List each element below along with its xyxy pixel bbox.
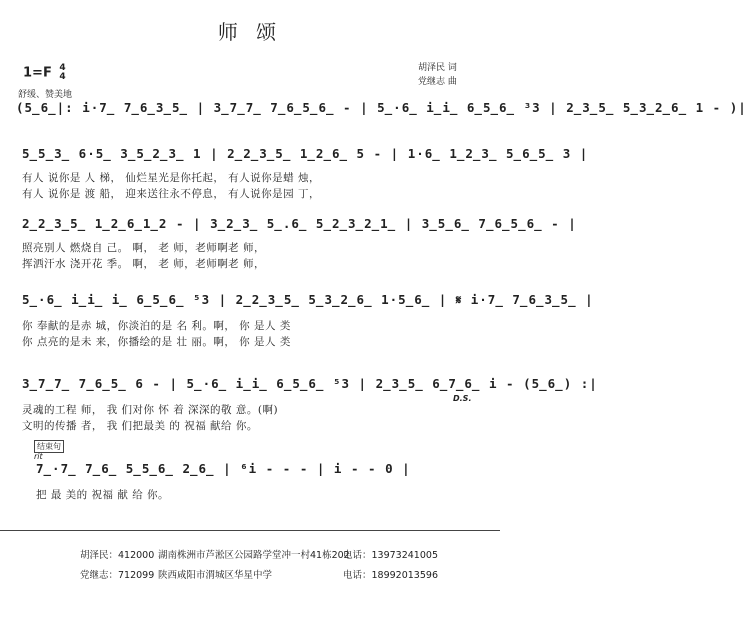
- system-3-notes: 2̲2̲3̲5̲ 1̲2̲6̲1̲2 - | 3̲2̲3̲ 5̲.6̲ 5̲2̲3̲2̲1̲ | 3̲5̲6̲ 7̲6̲5̲6̲ - |: [22, 216, 577, 231]
- time-bottom: 4: [59, 72, 66, 82]
- footer-line2-phone: 电话：18992013596: [343, 570, 438, 581]
- ending-box: 结束句: [34, 440, 64, 453]
- system-2-lyrics-verse2: 有人 说你是 渡 船， 迎来送往永不停息， 有人说你是园 丁，: [22, 188, 321, 200]
- footer-line1-phone: 电话：13973241005: [343, 550, 438, 561]
- time-signature: [59, 64, 65, 82]
- system-4-lyrics-verse2: 你 点亮的是未 来，你播绘的是 壮 丽。啊， 你 是人 类: [22, 336, 291, 348]
- footer-divider: [0, 530, 500, 531]
- system-5-lyrics-verse2: 文明的传播 者， 我 们把最美 的 祝福 献给 你。: [22, 420, 258, 432]
- system-4-lyrics-verse1: 你 奉献的是赤 城，你淡泊的是 名 利。啊， 你 是人 类: [22, 320, 291, 332]
- system-6-notes: 7̲·7̲ 7̲6̲ 5̲5̲6̲ 2̲6̲ | ⁶i - - - | i - - 0 |: [36, 461, 411, 476]
- system-5-lyrics-verse1: 灵魂的工程 师， 我 们对你 怀 着 深深的敬 意。(啊): [22, 404, 279, 416]
- system-1-notes: (5̲6̲|: i·7̲ 7̲6̲3̲5̲ | 3̲7̲7̲ 7̲6̲5̲6̲ - | 5̲·6̲ i̲i̲ 6̲5̲6̲ ³3 | 2̲3̲5̲ 5̲3̲2̲6̲ 1 - )|: [16, 100, 747, 115]
- footer-line2-name: 党继志：712099: [80, 570, 155, 581]
- composer: 党继志 曲: [418, 77, 457, 87]
- rit-mark: rit: [34, 452, 43, 461]
- footer-line2-address: 陕西咸阳市渭城区华星中学: [158, 570, 273, 581]
- system-4-notes: 5̲·6̲ i̲i̲ i̲ 6̲5̲6̲ ⁵3 | 2̲2̲3̲5̲ 5̲3̲2̲6̲ 1·5̲6̲ | 𝄋 i·7̲ 7̲6̲3̲5̲ |: [22, 292, 594, 307]
- footer-line1-name: 胡泽民：412000: [80, 550, 155, 561]
- system-2-notes: 5̲5̲3̲ 6·5̲ 3̲5̲2̲3̲ 1 | 2̲2̲3̲5̲ 1̲2̲6̲ 5 - | 1·6̲ 1̲2̲3̲ 5̲6̲5̲ 3 |: [22, 146, 589, 161]
- system-3-lyrics-verse2: 挥洒汗水 浇开花 季。 啊， 老 师，老师啊老 师，: [22, 258, 266, 270]
- system-2-lyrics-verse1: 有人 说你是 人 梯， 仙烂星光是你托起， 有人说你是蜡 烛，: [22, 172, 321, 184]
- key-signature: [23, 64, 66, 82]
- credits: [418, 61, 457, 89]
- footer-line1-address: 湖南株洲市芦淞区公园路学堂冲一村41栋202: [158, 550, 350, 561]
- key-label: 1=F: [23, 65, 52, 81]
- system-5-notes: 3̲7̲7̲ 7̲6̲5̲ 6 - | 5̲·6̲ i̲i̲ 6̲5̲6̲ ⁵3 | 2̲3̲5̲ 6̲7̲6̲ i - (5̲6̲) :|: [22, 376, 598, 391]
- tempo-marking: 舒缓、赞美地: [18, 90, 73, 100]
- lyricist: 胡泽民 词: [418, 63, 457, 73]
- system-6-lyrics: 把 最 美的 祝福 献 给 你。: [36, 489, 170, 501]
- time-top: 4: [59, 63, 66, 73]
- ds-mark: D.S.: [453, 394, 472, 403]
- page-title: 师 颂: [217, 20, 283, 44]
- system-3-lyrics-verse1: 照亮别人 燃烧自 己。 啊， 老 师，老师啊老 师，: [22, 242, 266, 254]
